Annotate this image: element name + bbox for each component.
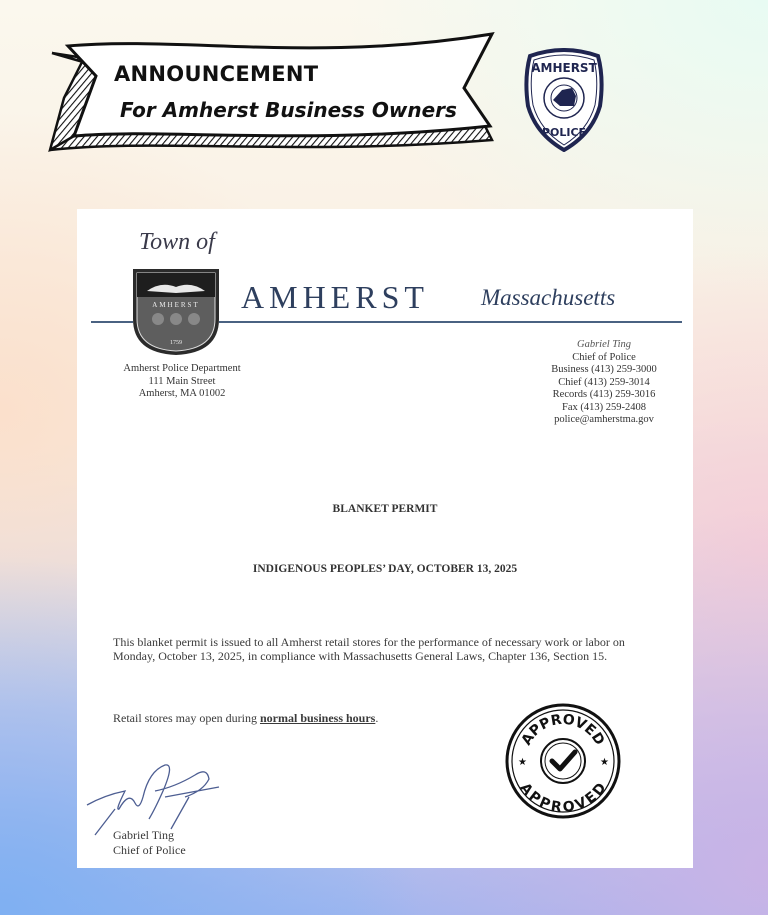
- svg-text:AMHERST: AMHERST: [152, 301, 200, 309]
- svg-text:1759: 1759: [170, 340, 182, 346]
- svg-text:APPROVED: APPROVED: [516, 780, 610, 816]
- permit-body: This blanket permit is issued to all Amherst retail stores for the performance of necessary work or labor on Monday, October 13, 2025, in compliance with Massachusetts General Laws, Chapter 136, Section 15.: [113, 635, 625, 663]
- signatory-name: Gabriel Ting: [113, 828, 175, 842]
- records-phone: Records (413) 259-3016: [552, 389, 656, 400]
- department-street: 111 Main Street: [148, 375, 216, 387]
- department-address: [107, 363, 257, 401]
- chief-name: Gabriel Ting: [577, 339, 631, 350]
- business-phone: Business (413) 259-3000: [551, 364, 657, 375]
- approved-stamp-icon: [504, 702, 622, 820]
- town-name: AMHERST: [241, 279, 429, 315]
- letterhead-rule: [219, 321, 682, 323]
- blanket-permit-document: [77, 209, 693, 868]
- hours-prefix: Retail stores may open during: [113, 711, 260, 725]
- state-name: Massachusetts: [481, 285, 616, 310]
- town-of-label: Town of: [139, 229, 215, 255]
- town-seal-icon: [131, 267, 221, 357]
- chief-contact-block: [539, 339, 669, 427]
- chief-phone: Chief (413) 259-3014: [558, 376, 650, 388]
- contact-email: police@amherstma.gov: [554, 414, 654, 425]
- permit-title: BLANKET PERMIT: [332, 503, 438, 515]
- department-city: Amherst, MA 01002: [138, 388, 226, 399]
- svg-text:★: ★: [518, 757, 527, 768]
- department-name: Amherst Police Department: [123, 363, 241, 374]
- svg-text:★: ★: [600, 757, 609, 768]
- signatory: [113, 828, 186, 858]
- signatory-title: Chief of Police: [113, 843, 186, 857]
- hours-suffix: .: [375, 711, 379, 725]
- hours-emphasis: normal business hours: [259, 711, 376, 725]
- svg-text:POLICE: POLICE: [541, 126, 587, 139]
- svg-text:AMHERST: AMHERST: [531, 61, 597, 75]
- svg-text:APPROVED: APPROVED: [518, 711, 608, 749]
- announcement-banner: [44, 28, 504, 168]
- fax-number: Fax (413) 259-2408: [562, 401, 646, 413]
- business-hours-note: [113, 711, 513, 725]
- chief-title: Chief of Police: [572, 351, 636, 363]
- amherst-police-patch: [522, 48, 606, 152]
- letterhead-rule: [91, 321, 133, 323]
- announcement-title: ANNOUNCEMENT: [114, 62, 319, 86]
- announcement-subtitle: For Amherst Business Owners: [120, 98, 457, 122]
- permit-subtitle: INDIGENOUS PEOPLES’ DAY, OCTOBER 13, 2025: [252, 563, 518, 575]
